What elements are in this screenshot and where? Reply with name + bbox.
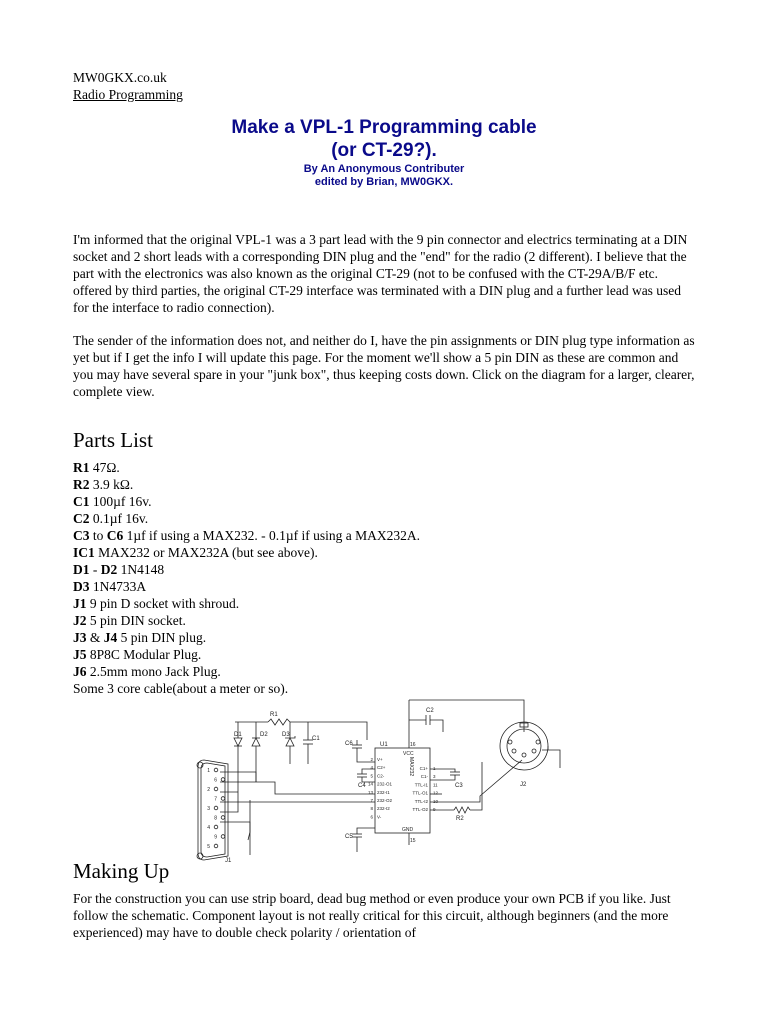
ic-pins [368,757,439,819]
ic-left-pin-number: 14 [367,781,373,787]
d2-label: D2 [260,732,268,738]
ic-left-pin-name: C2+ [377,765,386,771]
part-description: 3.9 kΩ. [89,477,134,492]
ic-left-pin-number: 8 [370,806,373,812]
din-socket-j2 [500,722,560,770]
parts-list [73,459,420,697]
part-description: & [86,630,104,645]
part-description: Some 3 core cable(about a meter or so). [73,681,289,696]
ic-left-pin-number: 2 [370,757,373,762]
article-title-block [0,116,768,189]
intro-paragraph-1: I'm informed that the original VPL-1 was a 3 part lead with the 9 pin connector and electrics terminating at a DIN socket and 2 short leads with a corresponding DIN plug and the "end" for the radio (2 different). I believe that the part with the electronics was also known as the original CT-29 (not to be confused with the CT-29A/B/F etc. offered by third parties, the original CT-29 interface was terminated with a DIN plug and a further lead was used for the interface to radio connection). [73,232,688,315]
part-reference: D3 [73,579,90,594]
parts-list-item [73,663,420,680]
schematic-diagram[interactable] [190,690,575,870]
dsub-pin-number: 9 [214,834,217,841]
dsub-pin-number: 7 [214,796,217,803]
c6-label: C6 [345,741,353,747]
dsub-pin-number: 3 [207,806,210,812]
part-reference: C6 [106,528,124,543]
part-description: 1µf if using a MAX232. - 0.1µf if using a MAX232A. [123,528,421,543]
ic-right-pin-number: 9 [433,807,436,812]
ic-part-label: MAX232 [408,757,414,777]
making-up-heading: Making Up [73,859,170,883]
d3-label: D3 [282,732,290,738]
j1-label: J1 [225,858,232,864]
part-reference: R2 [73,477,90,492]
part-reference: C2 [73,511,90,526]
title-line-1: Make a VPL-1 Programming cable [231,117,537,138]
part-description: MAX232 or MAX232A (but see above). [94,545,318,560]
parts-list-item [73,612,420,629]
dsub-pin-number: 5 [207,844,210,850]
dsub-connector [197,760,228,860]
dsub-pin-number: 6 [214,777,217,784]
c2-label: C2 [426,708,434,714]
dsub-pin-number: 4 [207,825,210,831]
j2-label: J2 [520,782,527,788]
ic-left-pin-name: C2- [377,773,385,779]
dsub-pin [221,835,225,839]
part-description: 1N4148 [117,562,165,577]
breadcrumb-link[interactable]: Radio Programming [73,87,183,102]
ic-right-pin-number: 10 [433,798,439,804]
ic-right-pin-name: C1- [420,774,428,780]
dsub-pin [214,844,218,848]
part-reference: J3 [73,630,87,645]
editor-line: edited by Brian, MW0GKX. [314,176,454,188]
site-header [73,69,183,103]
part-description: 8P8C Modular Plug. [86,647,202,662]
dsub-pin [221,778,225,782]
dsub-pin [221,816,225,820]
dsub-pin-number: 1 [207,768,210,774]
part-description: 100µf 16v. [89,494,152,509]
c4-label: C4 [358,783,366,789]
gnd-label: GND [402,827,414,833]
parts-list-item [73,493,420,510]
c2-capacitor [409,715,443,732]
dsub-pin [214,768,218,772]
ic-left-pin-number: 4 [370,765,373,771]
part-description: 0.1µf 16v. [89,511,149,526]
c1-label: C1 [312,736,320,742]
ic-left-pin-name: V+ [377,757,383,762]
parts-list-item [73,459,420,476]
part-description: 9 pin D socket with shroud. [86,596,240,611]
ic-left-pin-number: 13 [367,789,373,795]
part-reference: J4 [103,630,118,645]
part-reference: C1 [73,494,90,509]
dsub-pin [214,806,218,810]
parts-list-item [73,561,420,578]
dsub-pin-number: 8 [214,815,217,822]
dsub-pin [214,787,218,791]
ic-left-pin-name: 232-I1 [377,789,390,795]
dsub-pin [214,825,218,829]
part-description: - [89,562,101,577]
part-description: to [89,528,107,543]
byline: By An Anonymous Contributer [303,163,465,175]
ic-left-pin-name: V- [377,814,382,820]
part-reference: J5 [73,647,87,662]
pin16-label: 16 [410,742,416,748]
dsub-pins [207,768,225,850]
part-reference: R1 [73,460,90,475]
d3-zener [285,722,295,764]
ic-right-pin-name: TTL-O1 [412,790,428,796]
r1-label: R1 [270,712,278,718]
ic-right-pin-number: 3 [433,774,436,780]
part-description: 2.5mm mono Jack Plug. [86,664,221,679]
ic-right-pin-name: TTL-O2 [412,807,428,812]
ic-left-pin-number: 5 [370,773,373,779]
parts-list-item [73,629,420,646]
r2-label: R2 [456,816,464,822]
parts-list-heading: Parts List [73,428,153,452]
r1-resistor [268,719,290,725]
part-reference: D2 [100,562,118,577]
ic-right-pin-name: TTL-I2 [414,798,428,804]
part-reference: J2 [73,613,87,628]
d1-label: D1 [234,732,242,738]
part-reference: IC1 [73,545,95,560]
parts-list-item [73,646,420,663]
c5-label: C5 [345,834,353,840]
c5-capacitor [352,828,375,852]
part-description: 5 pin DIN plug. [117,630,207,645]
c3-label: C3 [455,783,463,789]
part-description: 47Ω. [89,460,120,475]
dsub-pin [221,797,225,801]
ic-right-pin-number: 12 [433,790,439,796]
dsub-pin-number: 2 [207,787,210,793]
parts-list-item [73,527,420,544]
ic-left-pin-name: 232-O2 [377,798,393,803]
part-description: 5 pin DIN socket. [86,613,186,628]
parts-list-item [73,510,420,527]
ic-right-pin-name: C1+ [419,766,428,771]
parts-list-item [73,595,420,612]
ic-left-pin-number: 7 [370,798,373,803]
c1-capacitor [303,722,313,764]
site-name: MW0GKX.co.uk [73,70,167,85]
parts-list-item [73,544,420,561]
title-line-2: (or CT-29?). [331,140,437,161]
part-reference: J6 [73,664,87,679]
intro-paragraph-2: The sender of the information does not, and neither do I, have the pin assignments or DIN plug type information as yet but if I get the info I will update this page. For the moment we'll show a 5 pin DIN as these are common and you may have several spare in your "junk box", thus keeping costs down. Click on the diagram for a larger, clearer, complete view. [73,333,695,399]
parts-list-item [73,476,420,493]
part-reference: C3 [73,528,90,543]
part-reference: D1 [73,562,90,577]
ic-right-pin-name: TTL-I1 [414,782,428,788]
ic-left-pin-name: 232-O1 [377,781,393,787]
ic-left-pin-name: 232-I2 [377,806,390,812]
pin15-label: 15 [410,838,416,844]
ic-right-pin-number: 11 [433,782,438,788]
part-description: 1N4733A [89,579,147,594]
ic-right-pin-number: 1 [433,766,436,771]
part-reference: J1 [73,596,87,611]
vcc-label: VCC [403,751,414,757]
ic-left-pin-number: 6 [370,814,373,820]
u1-label: U1 [380,742,388,748]
parts-list-item [73,578,420,595]
making-up-paragraph: For the construction you can use strip board, dead bug method or even produce your own PCB if you like. Just follow the schematic. Component layout is not really critical for this circuit, although beginners (and the more experienced) may have to double check polarity / orientation of [73,891,671,940]
